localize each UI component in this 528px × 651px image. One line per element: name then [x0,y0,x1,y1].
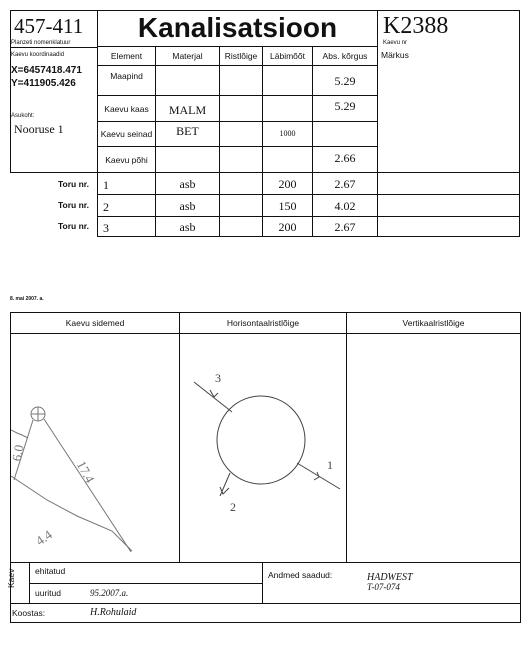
pipe-material: asb [179,219,196,234]
pipe-diameter: 200 [278,176,297,191]
pipe-height: 2.67 [334,219,356,234]
coord-label: Kaevu koordinaadid [11,52,65,58]
tie-line [44,419,131,552]
pipe-height: 4.02 [334,198,356,213]
panel-title-horizontal: Horisontaalristlõige [226,318,300,328]
left-bottom-border [10,172,97,173]
footer-top-line [10,562,521,563]
horizontal-section-sketch [180,334,346,562]
source-label: Andmed saadud: [268,570,333,580]
y-coordinate: Y=411905.426 [11,78,76,89]
col-header-section: Ristlõige [224,50,258,61]
pipe-label: 1 [327,458,333,472]
author-value: H.Rohulaid [90,607,137,618]
row-height: 2.66 [334,150,356,165]
pipe-diameter: 200 [278,219,297,234]
row-height: 5.29 [334,98,356,113]
row-element: Kaevu seinad [100,129,153,139]
footer-row-line [10,603,521,604]
col-header-diameter: Läbimõõt [270,50,305,61]
row-material: MALM [168,102,207,117]
sketch-right-border [520,312,521,623]
pipe-label: 3 [215,371,221,385]
date-note: 8. mai 2007. a. [10,296,44,302]
sheet-label: Planzeti nomenklatuur [11,40,71,46]
row-height: 5.29 [334,73,356,88]
built-label: ehitatud [35,566,66,576]
sheet-underline [10,47,97,48]
col-header-height: Abs. kõrgus [322,50,368,61]
well-label: Kaevu nr [383,40,408,46]
col-header-material: Materjal [172,50,203,61]
panel-title-ties: Kaevu sidemed [65,318,125,328]
right-border [519,10,520,237]
pipe-number: 2 [103,200,109,214]
col-header-remark: Märkus [381,50,409,60]
pipe-number: 1 [103,178,109,192]
tie-label: 17.4 [73,458,98,486]
left-border [10,10,11,173]
pipe-diameter: 150 [278,198,297,213]
footer-source-divider [262,562,263,603]
page-title: Kanalisatsioon [137,12,338,43]
tie-line [11,476,132,551]
pipe-height: 2.67 [334,176,356,191]
surveyed-value: 95.2007.a. [90,588,129,598]
row-line-4 [97,172,520,173]
row-element: Kaevu kaas [104,103,149,114]
source-ref: T-07-074 [367,582,400,592]
col-header-element: Element [110,50,143,61]
pipe-line [194,382,232,412]
footer-side-label: Kaev [6,568,16,588]
tie-label: 4.4 [32,526,55,549]
pipe-row-label: Toru nr. [58,179,90,189]
author-label: Koostas: [12,608,46,618]
footer-side-divider [29,562,30,603]
row-diameter: 1000 [279,128,296,138]
panel-title-vertical: Vertikaalristlõige [402,318,465,328]
well-circle [217,396,305,484]
col-divider-remark [377,10,378,237]
row-material: BET [176,123,199,138]
reference-line [11,430,28,438]
tie-label: 6.0 [8,443,27,463]
x-coordinate: X=6457418.471 [11,65,82,76]
source-org: HADWEST [367,572,413,583]
row-element: Maapind [110,71,143,81]
footer-bottom-line [10,622,521,623]
well-id: K2388 [383,13,449,39]
location-label: Asukoht: [11,113,35,119]
tie-sketch [8,334,179,562]
location-value: Nooruse 1 [14,122,64,136]
row-element: Kaevu põhi [105,154,148,165]
sheet-number: 457-411 [14,14,84,38]
surveyed-label: uuritud [35,588,61,598]
footer-mid-line [29,583,262,584]
row-line-5 [97,194,520,195]
col-divider-2 [219,46,220,237]
sketch-divider-2 [346,312,347,562]
pipe-material: asb [179,176,196,191]
pipe-row-label: Toru nr. [58,221,90,231]
pipe-row-label: Toru nr. [58,200,90,210]
pipe-material: asb [179,198,196,213]
pipe-label: 2 [230,500,236,514]
pipe-number: 3 [103,221,109,235]
